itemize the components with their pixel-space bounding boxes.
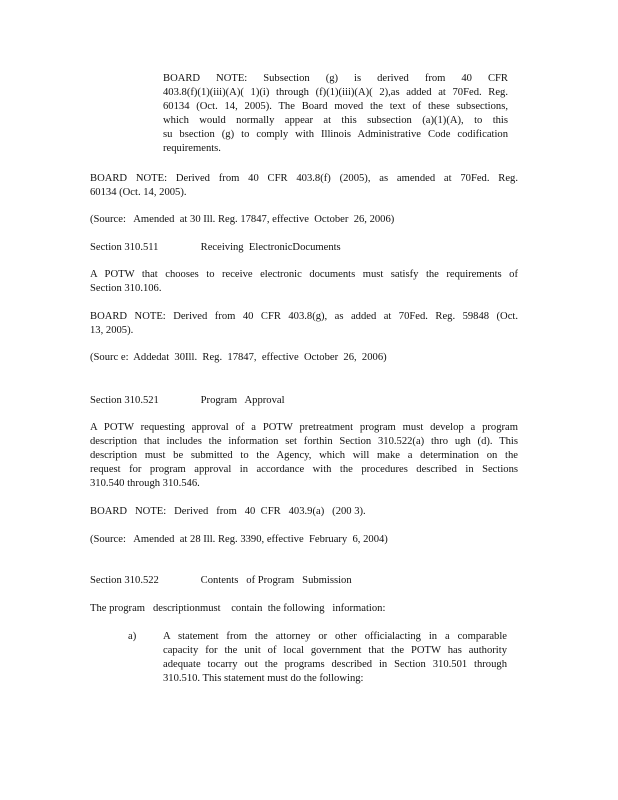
board-note-section-403-9a: BOARD NOTE: Derived from 40 CFR 403.9(a) (200 3).: [90, 506, 366, 517]
source-note-2: (Sourc e: Addedat 30Ill. Reg. 17847, effective October 26, 2006): [90, 352, 387, 363]
text-line: description that includes the information set forthin Section 310.522(a) thro ugh (d). This: [90, 436, 518, 447]
text-line: 60134 (Oct. 14, 2005). The Board moved the text of these subsections,: [163, 101, 508, 112]
text-line: BOARD NOTE: Derived from 40 CFR 403.8(g), as added at 70Fed. Reg. 59848 (Oct.: [90, 311, 518, 322]
text-line: 403.8(f)(1)(iii)(A)( 1)(i) through (f)(1)(iii)(A)( 2),as added at 70Fed. Reg.: [163, 87, 508, 98]
text-line: requirements.: [163, 143, 221, 154]
text-line: BOARD NOTE: Derived from 40 CFR 403.8(f) (2005), as amended at 70Fed. Reg.: [90, 173, 518, 184]
section-title: Receiving ElectronicDocuments: [200, 242, 341, 253]
text-line: A statement from the attorney or other officialacting in a comparable: [163, 631, 507, 642]
text-line: 13, 2005).: [90, 325, 134, 336]
board-note-section-403-8g: [90, 310, 518, 338]
text-line: A POTW that chooses to receive electronic documents must satisfy the requirements of: [90, 269, 518, 280]
text-line: Section 310.106.: [90, 283, 162, 294]
text-line: 60134 (Oct. 14, 2005).: [90, 187, 187, 198]
text-line: 310.540 through 310.546.: [90, 478, 200, 489]
section-heading-310-522: [90, 574, 352, 588]
text-line: capacity for the unit of local government that the POTW has authority: [163, 645, 507, 656]
section-title: Contents of Program Submission: [200, 575, 352, 586]
text-line: su bsection (g) to comply with Illinois Administrative Code codification: [163, 129, 508, 140]
board-note-section-403-8f: [90, 172, 518, 200]
text-line: 310.510. This statement must do the following:: [163, 673, 364, 684]
source-note-3: (Source: Amended at 28 Ill. Reg. 3390, effective February 6, 2004): [90, 534, 388, 545]
section-number: Section 310.522: [90, 575, 159, 586]
section-heading-310-521: [90, 394, 285, 408]
board-note-subsection-g: [163, 72, 508, 156]
section-intro-310-522: The program descriptionmust contain the following information:: [90, 603, 386, 614]
list-item-a: [163, 630, 507, 686]
paragraph-310-511: [90, 268, 518, 296]
text-line: request for program approval in accordance with the procedures described in Sections: [90, 464, 518, 475]
source-note-1: (Source: Amended at 30 Ill. Reg. 17847, effective October 26, 2006): [90, 214, 395, 225]
list-item-label-a: a): [128, 631, 137, 642]
text-line: BOARD NOTE: Subsection (g) is derived from 40 CFR: [163, 73, 508, 84]
section-number: Section 310.521: [90, 395, 159, 406]
section-number: Section 310.511: [90, 242, 159, 253]
text-line: adequate tocarry out the programs described in Section 310.501 through: [163, 659, 507, 670]
text-line: which would normally appear at this subsection (a)(1)(A), to this: [163, 115, 508, 126]
section-title: Program Approval: [200, 395, 285, 406]
text-line: A POTW requesting approval of a POTW pretreatment program must develop a program: [90, 422, 518, 433]
paragraph-310-521: [90, 421, 518, 491]
text-line: description must be submitted to the Agency, which will make a determination on the: [90, 450, 518, 461]
section-heading-310-511: [90, 241, 341, 255]
